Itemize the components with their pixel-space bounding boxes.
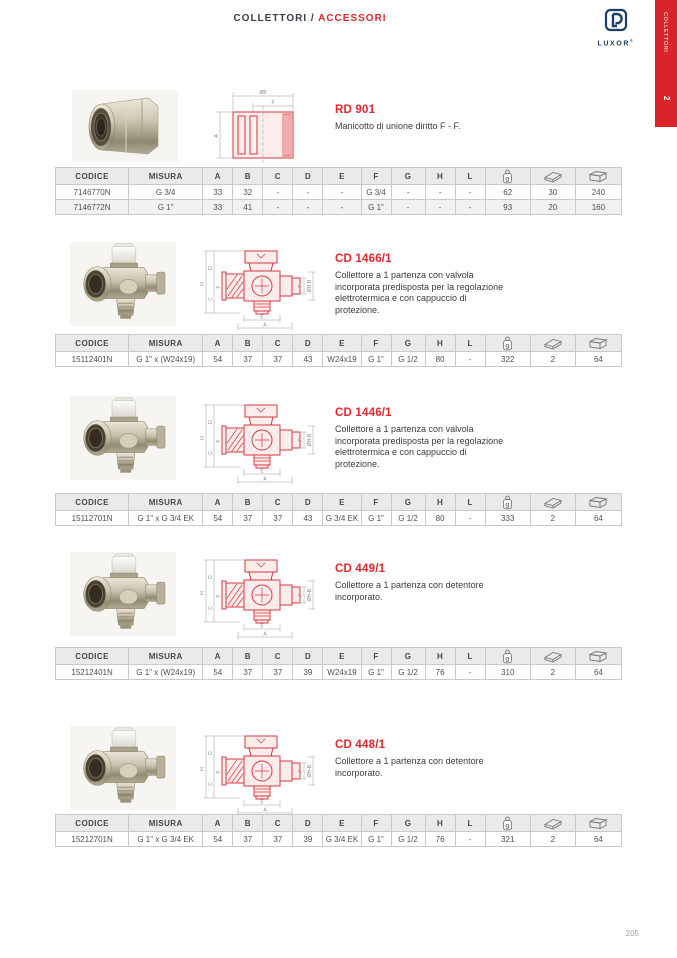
blister-pack-icon <box>543 337 563 350</box>
svg-text:A: A <box>263 807 267 814</box>
table-cell: 7146772N <box>56 200 129 215</box>
svg-text:g: g <box>505 175 510 183</box>
column-header-c: C <box>263 648 293 665</box>
table-cell: G 1/2 <box>391 832 425 847</box>
product-title: CD 449/1 <box>335 563 386 575</box>
svg-text:D: D <box>208 266 214 270</box>
column-header-l: L <box>455 335 485 352</box>
svg-text:ØB: ØB <box>259 90 267 96</box>
spec-table-rd-901 <box>55 167 622 215</box>
table-cell: G 1" x G 3/4 EK <box>129 832 203 847</box>
spec-table-cd-448 <box>55 814 622 847</box>
column-header-a: A <box>203 168 233 185</box>
svg-text:A: A <box>263 322 267 329</box>
column-header-blister-pack-icon <box>530 168 575 185</box>
product-photo-cd-448 <box>70 726 176 810</box>
valve-product-photo <box>70 726 176 810</box>
svg-text:E: E <box>260 314 264 321</box>
product-description: Collettore a 1 partenza con detentore incorporato. <box>335 756 484 778</box>
weight-grams-icon <box>501 816 514 831</box>
table-cell: 64 <box>575 665 621 680</box>
table-cell: 80 <box>425 511 455 526</box>
drawing-cd-448 <box>200 728 322 818</box>
column-header-blister-pack-icon <box>530 335 575 352</box>
table-cell: 64 <box>575 832 621 847</box>
table-cell: W24x19 <box>323 352 361 367</box>
table-row <box>56 200 622 215</box>
table-cell: G 1" <box>361 200 391 215</box>
table-cell: G 1" <box>129 200 203 215</box>
blister-pack-icon <box>543 650 563 663</box>
valve-product-photo <box>70 242 176 326</box>
column-header-misura: MISURA <box>129 335 203 352</box>
product-info-cd-448 <box>335 739 525 779</box>
column-header-h: H <box>425 815 455 832</box>
svg-text:F: F <box>216 439 222 443</box>
column-header-codice: CODICE <box>56 168 129 185</box>
table-cell: 39 <box>293 832 323 847</box>
column-header-c: C <box>263 335 293 352</box>
svg-text:ØH-B: ØH-B <box>307 279 313 293</box>
table-cell: 39 <box>293 665 323 680</box>
table-cell: 321 <box>485 832 530 847</box>
table-cell: 54 <box>203 352 233 367</box>
table-cell: 37 <box>263 665 293 680</box>
drawing-cd-449 <box>200 552 322 642</box>
column-header-e: E <box>323 335 361 352</box>
column-header-codice: CODICE <box>56 335 129 352</box>
column-header-blister-pack-icon <box>530 648 575 665</box>
table-cell: - <box>391 185 425 200</box>
column-header-e: E <box>323 648 361 665</box>
product-photo-rd-901 <box>72 90 178 162</box>
brand-logo <box>593 8 639 47</box>
column-header-a: A <box>203 815 233 832</box>
table-cell: 20 <box>530 200 575 215</box>
table-cell: G 1" <box>361 832 391 847</box>
svg-text:F: F <box>298 284 304 288</box>
chapter-tab-number: 2 <box>662 96 671 101</box>
column-header-b: B <box>233 648 263 665</box>
table-cell: - <box>455 832 485 847</box>
table-cell: 30 <box>530 185 575 200</box>
table-cell: 37 <box>263 832 293 847</box>
column-header-f: F <box>361 168 391 185</box>
product-info-cd-449 <box>335 563 525 603</box>
table-cell: 2 <box>530 832 575 847</box>
table-cell: 43 <box>293 511 323 526</box>
column-header-c: C <box>263 815 293 832</box>
svg-text:E: E <box>260 468 264 475</box>
table-cell: 41 <box>233 200 263 215</box>
table-cell: 54 <box>203 832 233 847</box>
table-cell: 2 <box>530 352 575 367</box>
column-header-carton-box-icon <box>575 494 621 511</box>
table-cell: 64 <box>575 352 621 367</box>
table-row <box>56 665 622 680</box>
svg-text:D: D <box>208 420 214 424</box>
table-cell: - <box>455 665 485 680</box>
column-header-h: H <box>425 648 455 665</box>
table-cell: 15212401N <box>56 665 129 680</box>
table-header-row <box>56 168 622 185</box>
column-header-d: D <box>293 335 323 352</box>
svg-text:D: D <box>208 575 214 579</box>
table-cell: - <box>293 200 323 215</box>
table-cell: G 3/4 EK <box>323 511 361 526</box>
table-cell: 93 <box>485 200 530 215</box>
table-header-row <box>56 648 622 665</box>
column-header-a: A <box>203 494 233 511</box>
valve-technical-drawing <box>200 397 322 487</box>
table-cell: 33 <box>203 185 233 200</box>
valve-technical-drawing <box>200 552 322 642</box>
table-cell: 310 <box>485 665 530 680</box>
table-row <box>56 511 622 526</box>
svg-text:E: E <box>260 623 264 630</box>
product-title: CD 1446/1 <box>335 407 392 419</box>
svg-text:H: H <box>200 767 206 771</box>
page-number: 205 <box>625 929 639 938</box>
column-header-codice: CODICE <box>56 494 129 511</box>
svg-text:H: H <box>200 282 206 286</box>
column-header-h: H <box>425 168 455 185</box>
weight-grams-icon <box>501 169 514 184</box>
carton-box-icon <box>587 650 609 663</box>
breadcrumb-section: COLLETTORI <box>233 13 308 24</box>
table-cell: 7146770N <box>56 185 129 200</box>
column-header-carton-box-icon <box>575 168 621 185</box>
table-cell: 62 <box>485 185 530 200</box>
table-cell: 2 <box>530 665 575 680</box>
drawing-cd-1446 <box>200 397 322 487</box>
product-description: Collettore a 1 partenza con detentore incorporato. <box>335 580 484 602</box>
table-cell: - <box>391 200 425 215</box>
column-header-l: L <box>455 494 485 511</box>
table-cell: 54 <box>203 665 233 680</box>
drawing-rd-901 <box>205 86 327 166</box>
column-header-g: G <box>391 815 425 832</box>
column-header-g: G <box>391 168 425 185</box>
column-header-f: F <box>361 815 391 832</box>
luxor-logo-icon <box>604 8 628 32</box>
column-header-blister-pack-icon <box>530 815 575 832</box>
table-cell: - <box>263 200 293 215</box>
spec-table-cd-449 <box>55 647 622 680</box>
table-cell: - <box>455 352 485 367</box>
product-photo-cd-1466 <box>70 242 176 326</box>
svg-text:F: F <box>298 593 304 597</box>
column-header-l: L <box>455 815 485 832</box>
table-cell: 37 <box>233 511 263 526</box>
svg-text:H: H <box>200 591 206 595</box>
product-description: Collettore a 1 partenza con valvola incorporata predisposta per la regolazione elettrotermica e con cappuccio di protezione. <box>335 424 504 470</box>
table-cell: G 1/2 <box>391 352 425 367</box>
table-cell: 240 <box>575 185 621 200</box>
svg-text:F: F <box>216 594 222 598</box>
table-cell: G 1" <box>361 511 391 526</box>
sleeve-technical-drawing <box>205 86 315 166</box>
valve-technical-drawing <box>200 243 322 333</box>
table-cell: 54 <box>203 511 233 526</box>
svg-text:g: g <box>505 501 510 509</box>
table-cell: 43 <box>293 352 323 367</box>
table-row <box>56 352 622 367</box>
table-cell: G 3/4 EK <box>323 832 361 847</box>
column-header-blister-pack-icon <box>530 494 575 511</box>
weight-grams-icon <box>501 336 514 351</box>
table-header-row <box>56 494 622 511</box>
column-header-codice: CODICE <box>56 648 129 665</box>
svg-text:g: g <box>505 342 510 350</box>
blister-pack-icon <box>543 170 563 183</box>
table-cell: G 1" <box>361 665 391 680</box>
svg-text:D: D <box>208 751 214 755</box>
product-title: RD 901 <box>335 104 376 116</box>
column-header-b: B <box>233 494 263 511</box>
column-header-d: D <box>293 815 323 832</box>
table-row <box>56 185 622 200</box>
table-cell: - <box>455 185 485 200</box>
column-header-d: D <box>293 648 323 665</box>
table-cell: 32 <box>233 185 263 200</box>
column-header-c: C <box>263 494 293 511</box>
column-header-l: L <box>455 648 485 665</box>
column-header-b: B <box>233 335 263 352</box>
column-header-misura: MISURA <box>129 494 203 511</box>
valve-product-photo <box>70 396 176 480</box>
table-cell: - <box>323 185 361 200</box>
carton-box-icon <box>587 337 609 350</box>
table-cell: G 1/2 <box>391 511 425 526</box>
chapter-tab <box>655 0 677 127</box>
column-header-d: D <box>293 168 323 185</box>
column-header-h: H <box>425 335 455 352</box>
table-cell: G 3/4 <box>361 185 391 200</box>
table-cell: W24x19 <box>323 665 361 680</box>
column-header-g: G <box>391 648 425 665</box>
table-cell: 33 <box>203 200 233 215</box>
breadcrumb: COLLETTORI / ACCESSORI <box>233 13 387 24</box>
svg-text:C: C <box>208 451 214 455</box>
svg-text:C: C <box>208 782 214 786</box>
product-title: CD 448/1 <box>335 739 386 751</box>
drawing-cd-1466 <box>200 243 322 333</box>
table-cell: G 1" x (W24x19) <box>129 352 203 367</box>
column-header-weight-grams-icon <box>485 494 530 511</box>
column-header-a: A <box>203 648 233 665</box>
column-header-misura: MISURA <box>129 168 203 185</box>
carton-box-icon <box>587 170 609 183</box>
carton-box-icon <box>587 496 609 509</box>
table-cell: 80 <box>425 352 455 367</box>
table-cell: - <box>323 200 361 215</box>
svg-text:F: F <box>298 438 304 442</box>
table-cell: 322 <box>485 352 530 367</box>
svg-text:F: F <box>298 769 304 773</box>
blister-pack-icon <box>543 817 563 830</box>
weight-grams-icon <box>501 649 514 664</box>
column-header-weight-grams-icon <box>485 335 530 352</box>
column-header-weight-grams-icon <box>485 168 530 185</box>
weight-grams-icon <box>501 495 514 510</box>
product-info-rd-901 <box>335 104 525 133</box>
svg-text:ØH-B: ØH-B <box>307 588 313 602</box>
chapter-tab-label: COLLETTORI <box>662 12 668 53</box>
column-header-b: B <box>233 168 263 185</box>
column-header-carton-box-icon <box>575 648 621 665</box>
column-header-g: G <box>391 494 425 511</box>
table-cell: G 1" <box>361 352 391 367</box>
column-header-weight-grams-icon <box>485 648 530 665</box>
column-header-a: A <box>203 335 233 352</box>
table-cell: - <box>455 511 485 526</box>
blister-pack-icon <box>543 496 563 509</box>
spec-table-cd-1466 <box>55 334 622 367</box>
table-cell: 64 <box>575 511 621 526</box>
sleeve-product-photo <box>72 90 172 162</box>
column-header-misura: MISURA <box>129 648 203 665</box>
column-header-g: G <box>391 335 425 352</box>
svg-text:g: g <box>505 822 510 830</box>
product-description: Collettore a 1 partenza con valvola incorporata predisposta per la regolazione elettrotermica e con cappuccio di protezione. <box>335 270 504 316</box>
table-row <box>56 832 622 847</box>
svg-text:F: F <box>271 100 275 106</box>
table-cell: 37 <box>233 665 263 680</box>
product-title: CD 1466/1 <box>335 253 392 265</box>
svg-text:A: A <box>263 631 267 638</box>
table-cell: G 3/4 <box>129 185 203 200</box>
product-description: Manicotto di unione diritto F - F. <box>335 121 461 131</box>
column-header-e: E <box>323 815 361 832</box>
column-header-f: F <box>361 335 391 352</box>
column-header-codice: CODICE <box>56 815 129 832</box>
table-cell: 15112701N <box>56 511 129 526</box>
column-header-d: D <box>293 494 323 511</box>
table-cell: 2 <box>530 511 575 526</box>
svg-text:H: H <box>200 436 206 440</box>
column-header-weight-grams-icon <box>485 815 530 832</box>
svg-text:C: C <box>208 606 214 610</box>
column-header-carton-box-icon <box>575 815 621 832</box>
valve-technical-drawing <box>200 728 322 818</box>
column-header-h: H <box>425 494 455 511</box>
table-cell: 160 <box>575 200 621 215</box>
column-header-l: L <box>455 168 485 185</box>
table-cell: - <box>425 200 455 215</box>
table-header-row <box>56 335 622 352</box>
table-cell: 15212701N <box>56 832 129 847</box>
valve-product-photo <box>70 552 176 636</box>
svg-text:E: E <box>260 799 264 806</box>
table-cell: - <box>455 200 485 215</box>
product-photo-cd-1446 <box>70 396 176 480</box>
column-header-e: E <box>323 168 361 185</box>
column-header-c: C <box>263 168 293 185</box>
table-cell: 37 <box>263 352 293 367</box>
table-cell: 76 <box>425 665 455 680</box>
table-cell: - <box>263 185 293 200</box>
spec-table-cd-1446 <box>55 493 622 526</box>
table-cell: G 1" x (W24x19) <box>129 665 203 680</box>
table-cell: 37 <box>233 352 263 367</box>
table-header-row <box>56 815 622 832</box>
column-header-e: E <box>323 494 361 511</box>
table-cell: G 1" x G 3/4 EK <box>129 511 203 526</box>
svg-text:C: C <box>208 297 214 301</box>
svg-text:ØH-B: ØH-B <box>307 433 313 447</box>
carton-box-icon <box>587 817 609 830</box>
column-header-carton-box-icon <box>575 335 621 352</box>
table-cell: G 1/2 <box>391 665 425 680</box>
column-header-misura: MISURA <box>129 815 203 832</box>
column-header-f: F <box>361 648 391 665</box>
svg-text:F: F <box>216 770 222 774</box>
brand-wordmark: LUXOR® <box>597 38 635 48</box>
svg-text:A: A <box>263 476 267 483</box>
table-cell: 37 <box>263 511 293 526</box>
breadcrumb-page-type: ACCESSORI <box>318 13 387 24</box>
svg-text:ØH-B: ØH-B <box>307 764 313 778</box>
table-cell: 37 <box>233 832 263 847</box>
product-photo-cd-449 <box>70 552 176 636</box>
svg-text:F: F <box>216 285 222 289</box>
product-info-cd-1466 <box>335 253 525 317</box>
product-info-cd-1446 <box>335 407 525 471</box>
table-cell: 15112401N <box>56 352 129 367</box>
table-cell: 76 <box>425 832 455 847</box>
svg-text:A: A <box>214 134 220 138</box>
column-header-f: F <box>361 494 391 511</box>
table-cell: 333 <box>485 511 530 526</box>
table-cell: - <box>293 185 323 200</box>
column-header-b: B <box>233 815 263 832</box>
table-cell: - <box>425 185 455 200</box>
svg-text:g: g <box>505 655 510 663</box>
